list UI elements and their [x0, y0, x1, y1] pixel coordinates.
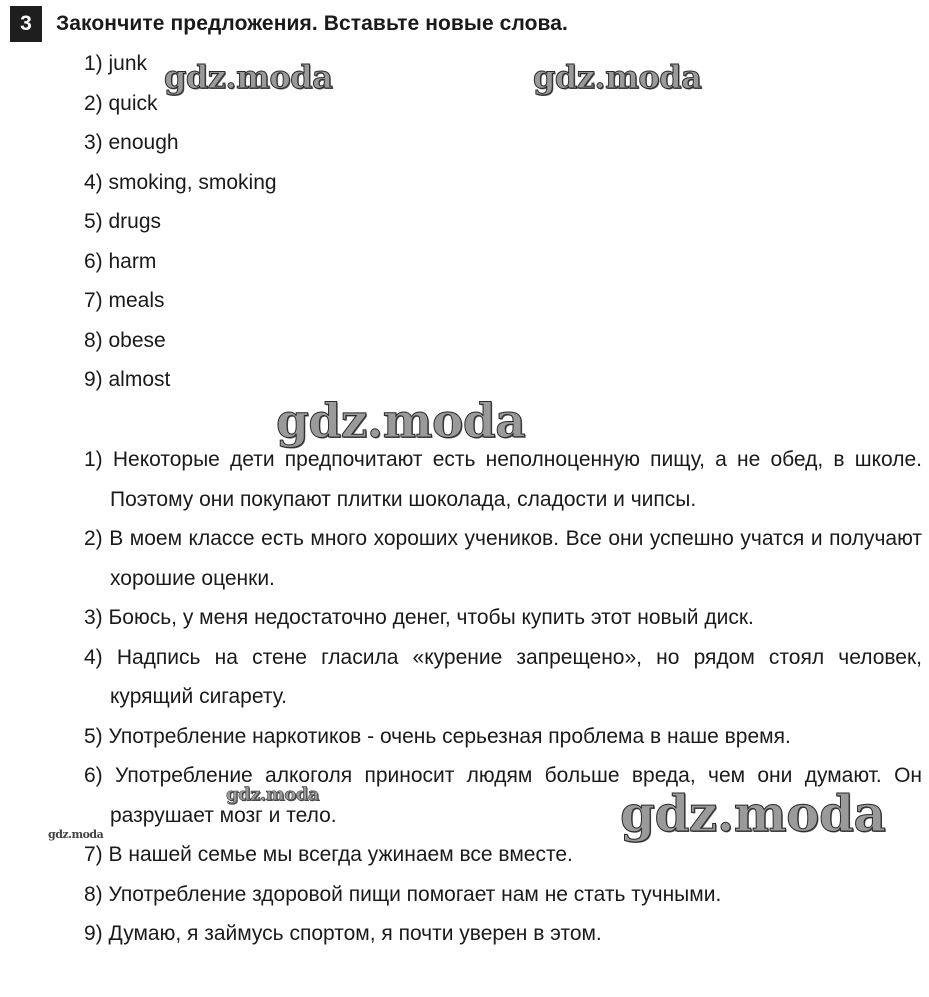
watermark-logo: gdz.moda [164, 58, 333, 96]
answer-item: 8) obese [84, 328, 166, 352]
watermark-logo: gdz.moda [533, 58, 702, 96]
task-number-badge: 3 [10, 6, 42, 42]
watermark-logo: gdz.moda [226, 784, 319, 805]
translations-list [84, 440, 922, 954]
answer-item: 1) junk [84, 52, 148, 75]
watermark-logo: gdz.moda [276, 394, 526, 449]
watermark-logo: gdz.moda [620, 784, 886, 843]
answer-item: 7) meals [84, 289, 165, 312]
answer-item: 5) drugs [84, 210, 162, 233]
task-title: Закончите предложения. Вставьте новые слова. [56, 12, 568, 35]
translation-item: 3) Боюсь, у меня недостаточно денег, чтобы купить этот новый диск. [84, 606, 754, 629]
translation-item: 9) Думаю, я займусь спортом, я почти уверен в этом. [84, 922, 602, 945]
answer-item: 9) almost [84, 368, 171, 391]
answer-item: 6) harm [84, 249, 157, 273]
translation-item: 1) Некоторые дети предпочитают есть неполноценную пищу, а не обед, в школе. Поэтому они покупают плитки шоколада, сладости и чипсы. [84, 448, 922, 511]
translation-item: 8) Употребление здоровой пищи помогает нам не стать тучными. [84, 882, 722, 906]
task-header [10, 6, 568, 42]
answer-item: 4) smoking, smoking [84, 170, 277, 194]
translation-item: 4) Надпись на стене гласила «курение запрещено», но рядом стоял человек, курящий сигарету. [84, 645, 922, 708]
translation-item: 6) Употребление алкоголя приносит людям больше вреда, чем они думают. Он разрушает мозг и тело. [84, 764, 922, 827]
answer-item: 2) quick [84, 91, 158, 115]
translation-item: 2) В моем классе есть много хороших учеников. Все они успешно учатся и получают хорошие оценки. [84, 527, 922, 590]
answers-list [84, 44, 277, 400]
translation-item: 5) Употребление наркотиков - очень серьезная проблема в наше время. [84, 724, 791, 748]
answer-item: 3) enough [84, 131, 179, 154]
translation-item: 7) В нашей семье мы всегда ужинаем все вместе. [84, 843, 573, 866]
watermark-logo: gdz.moda [48, 828, 104, 841]
